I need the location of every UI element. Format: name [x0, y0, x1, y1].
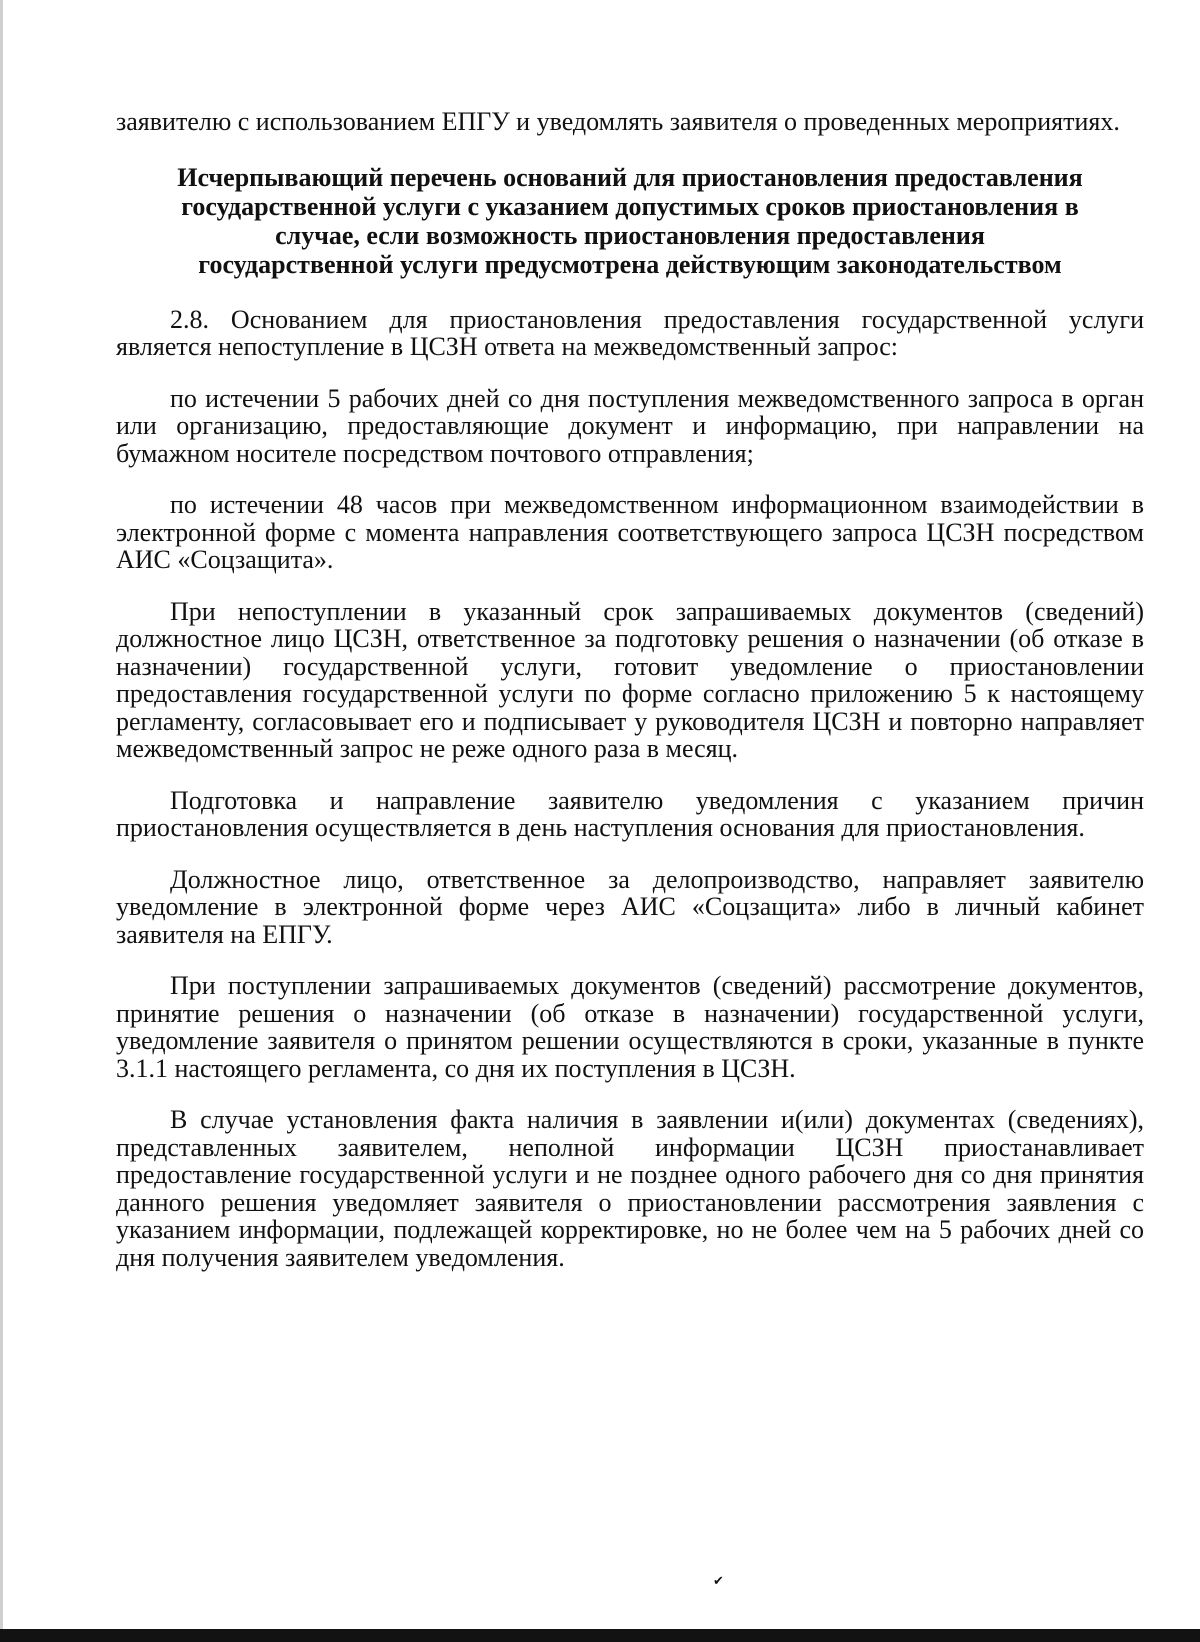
intro-paragraph: заявителю с использованием ЕПГУ и уведомлять заявителя о проведенных мероприятиях.	[116, 107, 1120, 136]
paragraph-incomplete-information: В случае установления факта наличия в заявлении и(или) документах (сведениях), представленных заявителем, неполной информации ЦСЗН приостанавливает предоставление государственной услуги и не позднее одного рабочего дня со дня принятия данного решения уведомляет заявителя о приостановлении рассмотрения заявления с указанием информации, подлежащей корректировке, но не более чем на 5 рабочих дней со дня получения заявителем уведомления.	[116, 1105, 1144, 1272]
paragraph-2-8: 2.8. Основанием для приостановления предоставления государственной услуги является непоступление в ЦСЗН ответа на межведомственный запрос:	[116, 304, 1144, 361]
section-heading: Исчерпывающий перечень оснований для приостановления предоставления государственной услуги с указанием допустимых сроков приостановления в случае, если возможность приостановления предоставления государственной услуги предусмотрена действующим законодательством	[177, 162, 1083, 279]
scan-edge	[0, 0, 3, 1642]
paragraph-documents-received: При поступлении запрашиваемых документов (сведений) рассмотрение документов, принятие решения о назначении (об отказе в назначении) государственной услуги, уведомление заявителя о принятом решении осуществляются в сроки, указанные в пункте 3.1.1 настоящего регламента, со дня их поступления в ЦСЗН.	[116, 971, 1144, 1083]
paragraph-records-officer: Должностное лицо, ответственное за делопроизводство, направляет заявителю уведомление в электронной форме через АИС «Соцзащита» либо в личный кабинет заявителя на ЕПГУ.	[116, 864, 1144, 949]
checkmark-icon: ✔	[713, 1573, 724, 1588]
scan-bottom-border	[0, 1629, 1200, 1642]
paragraph-notification-preparation: Подготовка и направление заявителю уведомления с указанием причин приостановления осуществляется в день наступления основания для приостановления.	[116, 785, 1144, 842]
document-body	[116, 108, 1144, 1271]
paragraph-paper-request: по истечении 5 рабочих дней со дня поступления межведомственного запроса в орган или организацию, предоставляющие документ и информацию, при направлении на бумажном носителе посредством почтового отправления;	[116, 383, 1144, 468]
paragraph-electronic-request: по истечении 48 часов при межведомственном информационном взаимодействии в электронной форме с момента направления соответствующего запроса ЦСЗН посредством АИС «Соцзащита».	[116, 490, 1144, 574]
paragraph-non-receipt: При непоступлении в указанный срок запрашиваемых документов (сведений) должностное лицо ЦСЗН, ответственное за подготовку решения о назначении (об отказе в назначении) государственной услуги, готовит уведомление о приостановлении предоставления государственной услуги по форме согласно приложению 5 к настоящему регламенту, согласовывает его и подписывает у руководителя ЦСЗН и повторно направляет межведомственный запрос не реже одного раза в месяц.	[116, 596, 1144, 763]
